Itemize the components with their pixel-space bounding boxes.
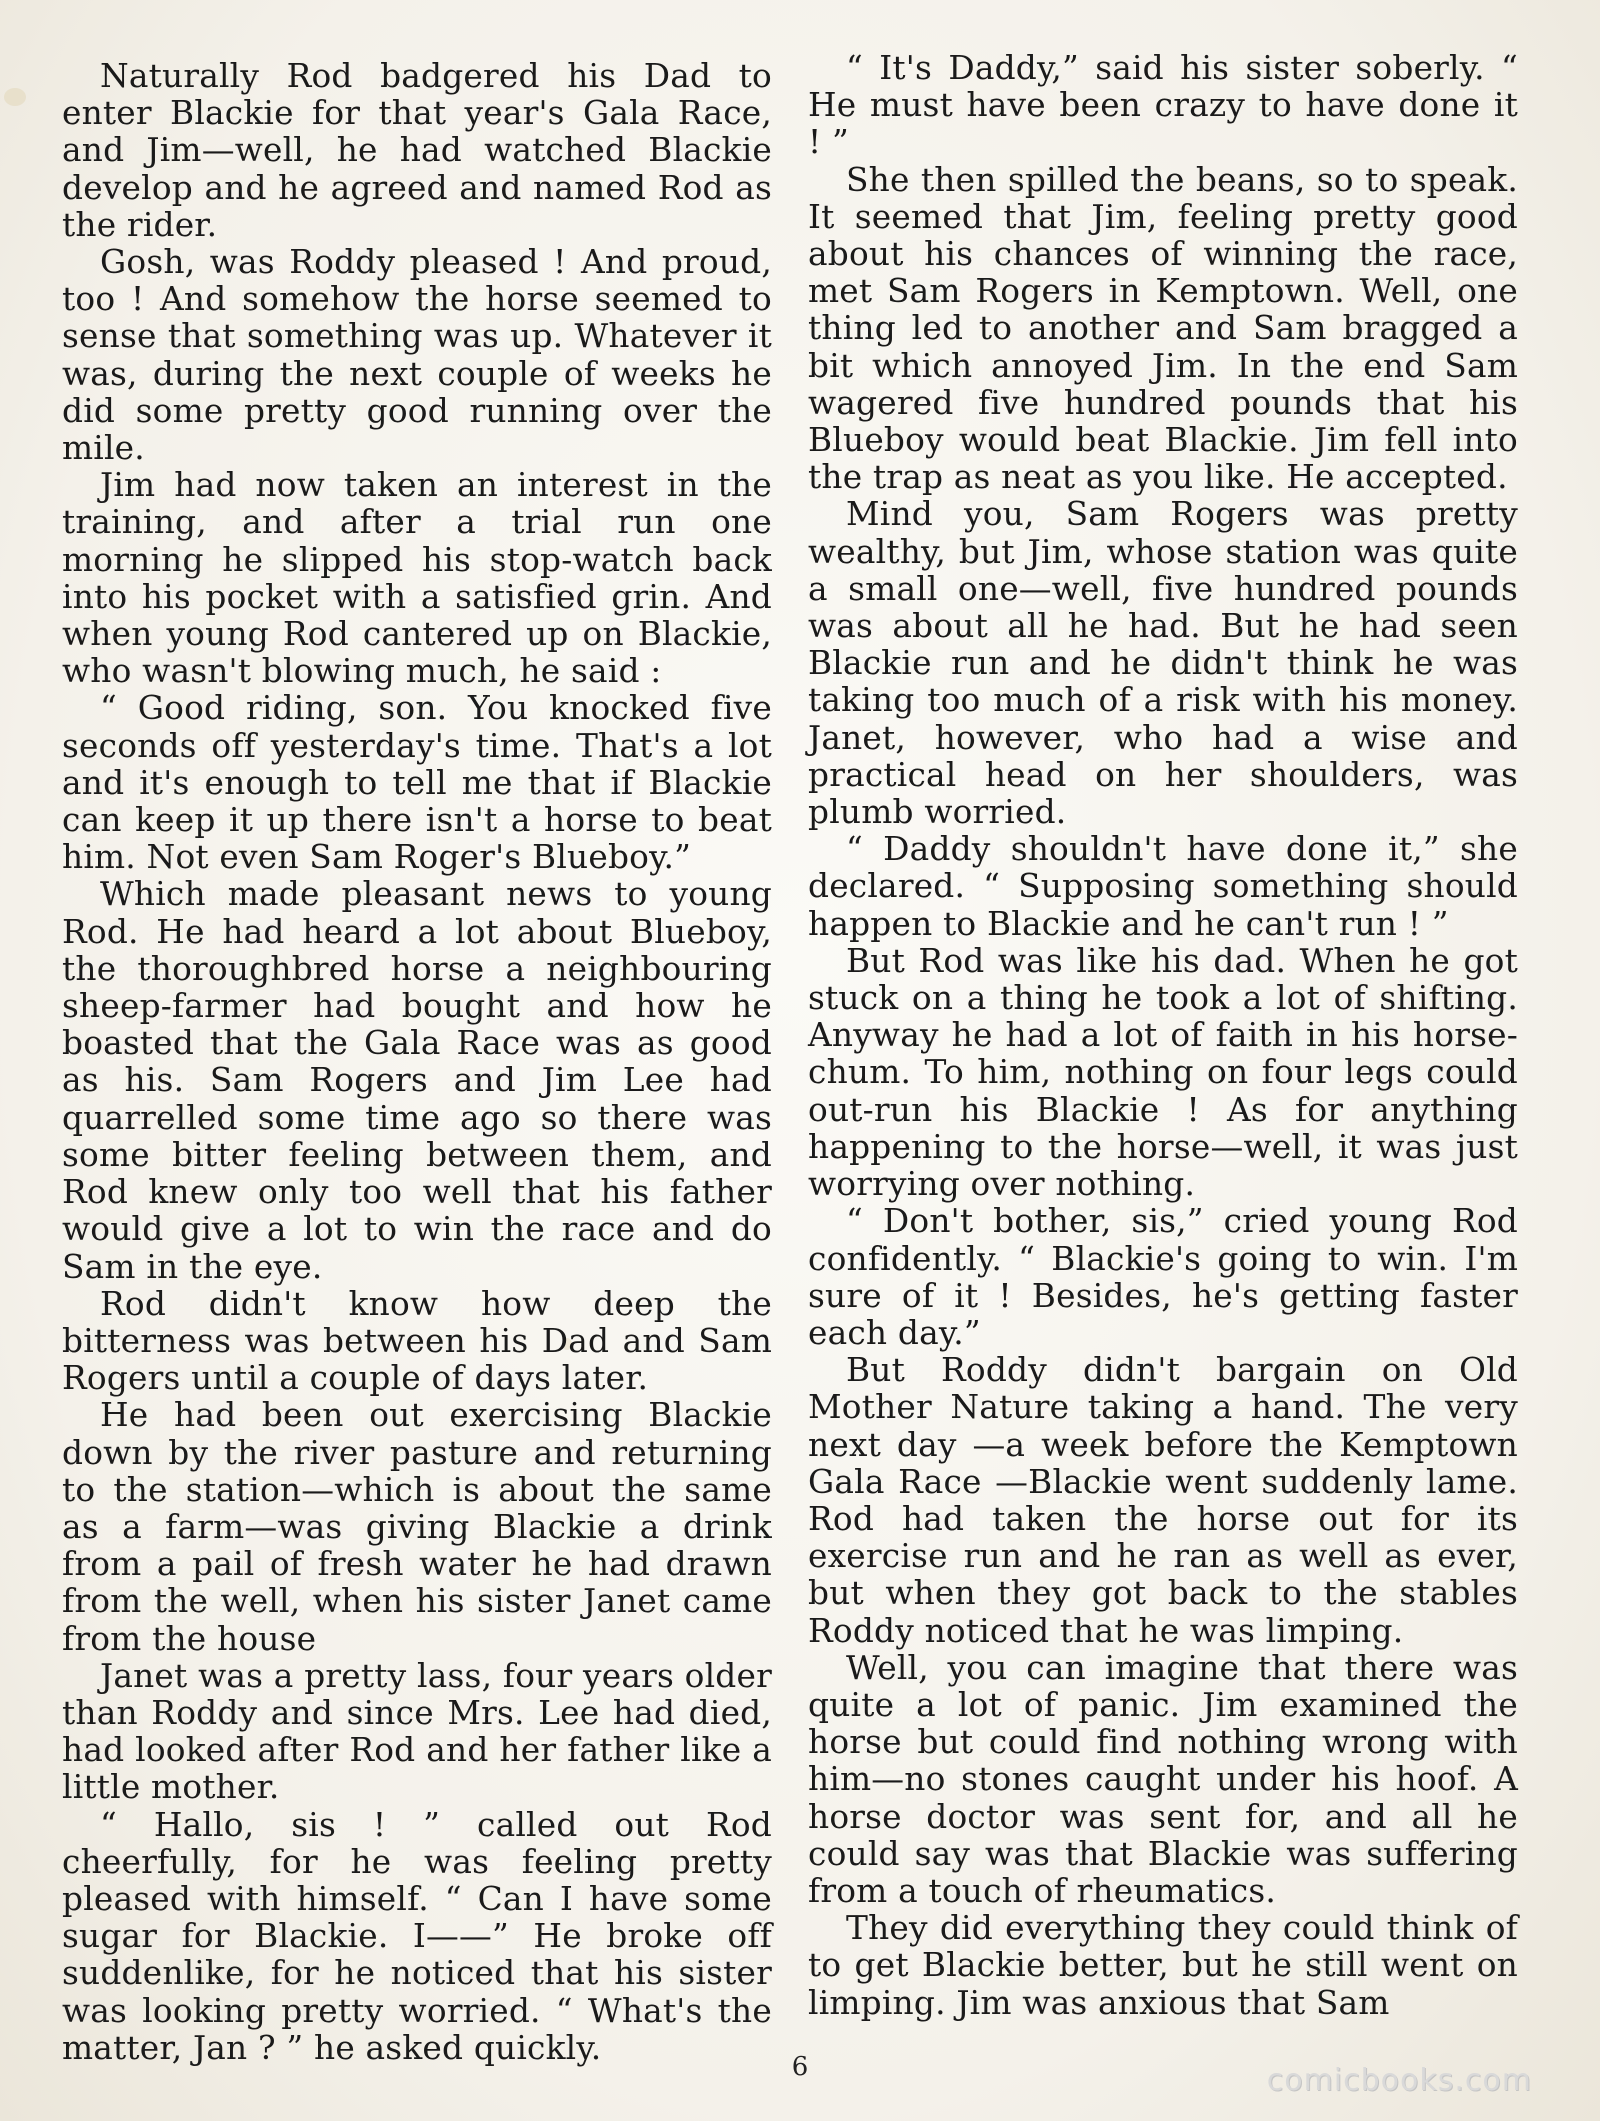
paper-stain (4, 88, 26, 106)
paragraph: They did everything they could think of to get Blackie better, but he still went on limping. Jim was anxious that Sam (808, 1909, 1518, 2022)
paragraph: Janet was a pretty lass, four years older than Roddy and since Mrs. Lee had died, had looked after Rod and her father like a little mother. (62, 1656, 772, 1807)
paragraph: “ Hallo, sis ! ” called out Rod cheerfully, for he was feeling pretty pleased with himself. “ Can I have some sugar for Blackie. I——” He broke off suddenlike, for he noticed that his sister was looking pretty worried. “ What's the matter, Jan ? ” he asked quickly. (62, 1805, 772, 2067)
paragraph: He had been out exercising Blackie down by the river pasture and returning to the station—which is about the same as a farm—was giving Blackie a drink from a pail of fresh water he had drawn from the well, when his sister Janet came from the house (62, 1396, 772, 1658)
paragraph: Naturally Rod badgered his Dad to enter Blackie for that year's Gala Race, and Jim—well, he had watched Blackie develop and he agreed and named Rod as the rider. (62, 57, 772, 244)
paragraph: Mind you, Sam Rogers was pretty wealthy, but Jim, whose station was quite a small one—well, five hundred pounds was about all he had. But he had seen Blackie run and he didn't think he was taking too much of a risk with his money. Janet, however, who had a wise and practical head on her shoulders, was plumb worried. (808, 495, 1518, 832)
paragraph: But Roddy didn't bargain on Old Mother Nature taking a hand. The very next day —a week before the Kemptown Gala Race —Blackie went suddenly lame. Rod had taken the horse out for its exercise run and he ran as well as ever, but when they got back to the stables Roddy noticed that he was limping. (808, 1351, 1518, 1650)
paragraph: “ Good riding, son. You knocked five seconds off yesterday's time. That's a lot and it's enough to tell me that if Blackie can keep it up there isn't a horse to beat him. Not even Sam Roger's Blueboy.” (62, 689, 772, 877)
paragraph: Which made pleasant news to young Rod. He had heard a lot about Blueboy, the thoroughbred horse a neighbouring sheep-farmer had bought and how he boasted that the Gala Race was as good as his. Sam Rogers and Jim Lee had quarrelled some time ago so there was some bitter feeling between them, and Rod knew only too well that his father would give a lot to win the race and do Sam in the eye. (62, 875, 772, 1286)
right-text-column (808, 50, 1518, 2020)
paragraph: Well, you can imagine that there was quite a lot of panic. Jim examined the horse but could find nothing wrong with him—no stones caught under his hoof. A horse doctor was sent for, and all he could say was that Blackie was suffering from a touch of rheumatics. (808, 1648, 1518, 1910)
page-number: 6 (791, 2052, 809, 2082)
left-text-column (62, 57, 772, 2067)
paragraph: “ Don't bother, sis,” cried young Rod confidently. “ Blackie's going to win. I'm sure of it ! Besides, he's getting faster each day.” (808, 1202, 1518, 1352)
watermark: comicbooks.com (1266, 2063, 1532, 2098)
paragraph: “ Daddy shouldn't have done it,” she declared. “ Supposing something should happen to Blackie and he can't run ! ” (808, 830, 1518, 943)
paragraph: But Rod was like his dad. When he got stuck on a thing he took a lot of shifting. Anyway he had a lot of faith in his horse-chum. To him, nothing on four legs could out-run his Blackie ! As for anything happening to the horse—well, it was just worrying over nothing. (808, 941, 1518, 1204)
paragraph: She then spilled the beans, so to speak. It seemed that Jim, feeling pretty good about his chances of winning the race, met Sam Rogers in Kemptown. Well, one thing led to another and Sam bragged a bit which annoyed Jim. In the end Sam wagered five hundred pounds that his Blueboy would beat Blackie. Jim fell into the trap as neat as you like. He accepted. (808, 160, 1518, 497)
paragraph: Gosh, was Roddy pleased ! And proud, too ! And somehow the horse seemed to sense that something was up. Whatever it was, during the next couple of weeks he did some pretty good running over the mile. (62, 243, 772, 468)
paragraph: Jim had now taken an interest in the training, and after a trial run one morning he slipped his stop-watch back into his pocket with a satisfied grin. And when young Rod cantered up on Blackie, who wasn't blowing much, he said : (62, 466, 772, 691)
paragraph: “ It's Daddy,” said his sister soberly. “ He must have been crazy to have done it ! ” (808, 49, 1518, 162)
paragraph: Rod didn't know how deep the bitterness was between his Dad and Sam Rogers until a couple of days later. (62, 1284, 772, 1398)
